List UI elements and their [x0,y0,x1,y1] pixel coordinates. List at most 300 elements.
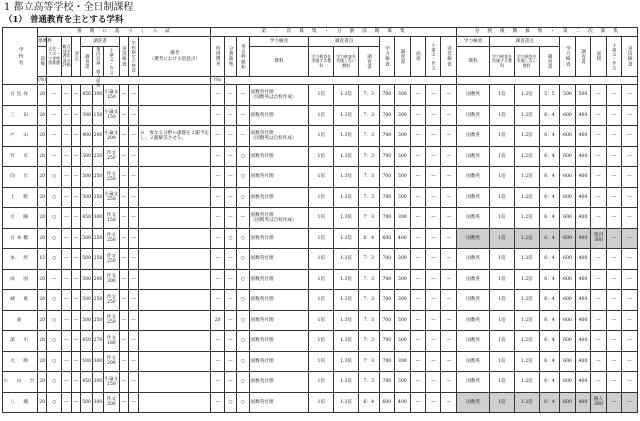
cell-g: 700 [379,146,394,167]
cell-s2: — [606,167,621,188]
cell-b: 1.3倍 [334,351,359,372]
cell-c2: 400 [575,105,590,126]
header-biko [139,37,211,77]
cell-shitei: — [128,310,138,331]
cell-kyoka2: 国数英 [457,146,490,167]
cell-c: 300 [395,187,410,208]
table-row [3,228,638,249]
cell-s: — [426,85,441,106]
cell-bun: — [224,372,236,393]
cell-bunka: — [47,269,61,290]
cell-jitsugi: — [119,126,128,147]
header-dai1ji-group: 第 一 次 募 集 ・ 分 割 前 期 募 集 [211,28,457,37]
cell-shudan: 250 [92,310,103,331]
cell-s2: — [606,146,621,167]
cell-wariai: 20 [38,208,47,229]
cell-name: 東 [3,310,38,331]
cell-wariai: 20 [38,228,47,249]
header-kanten: 観点別学習状況の評価 [61,37,71,77]
cell-g2: 600 [560,187,575,208]
cell-kanten: — [61,228,71,249]
header-gakuryoku-b: 学力検査 [457,37,490,47]
cell-c: 300 [395,208,410,229]
header-mensetsu: 面接 [410,37,425,77]
cell-bunka: — [47,105,61,126]
cell-bunka: ○ [47,167,61,188]
cell-s: — [426,351,441,372]
cell-ratio: 7：3 [358,105,379,126]
cell-s2: — [606,228,621,249]
cell-shudan: 300 [92,208,103,229]
cell-g: 600 [379,392,394,413]
cell-j2: — [622,392,638,413]
cell-j2: — [622,85,638,106]
header-gakko-shitei: 学校指定の検査 [128,37,138,77]
cell-tok: — [211,167,224,188]
cell-c: 300 [395,85,410,106]
header-chosasho: 調査書 [81,37,119,47]
cell-shitei: — [128,146,138,167]
cell-biko [139,167,211,188]
header-b-col: 学力検査を実施しない教科 [334,47,359,77]
header-percent-2: (%) [211,77,224,85]
cell-kyoka2: 国数英 [457,331,490,352]
header-b-col-b: 学力検査を実施しない教科 [514,47,539,77]
cell-j2: — [622,269,638,290]
header-danjo: 男女枠緩和 [237,37,249,77]
cell-m: — [410,331,425,352]
cell-g2: 600 [560,290,575,311]
cell-m2: — [591,351,606,372]
cell-s: — [426,392,441,413]
cell-bunka: ○ [47,372,61,393]
cell-shitei: — [128,105,138,126]
cell-ratio2: 6：4 [539,290,560,311]
cell-m: — [410,105,425,126]
cell-j2: — [622,105,638,126]
cell-g: 700 [379,85,394,106]
cell-wariai: 20 [38,372,47,393]
cell-b: 1.3倍 [334,187,359,208]
header-biko-label: 備考 [170,51,180,57]
cell-kanten: — [61,331,71,352]
cell-m2: — [591,167,606,188]
cell-shoron: 小論文 150 [104,372,119,393]
cell-kyoka: 国数英社理 （国数英は自校作成） [249,208,309,229]
cell-ratio: 7：3 [358,331,379,352]
cell-bun: — [224,351,236,372]
cell-c: 300 [395,351,410,372]
cell-kyoka: 国数英社理 [249,187,309,208]
cell-j2: — [622,310,638,331]
cell-kyoka2: 国数英 [457,351,490,372]
cell-jitsugi: — [119,85,128,106]
cell-b2: 1.2倍 [514,249,539,270]
cell-kanten: — [61,351,71,372]
cell-kyoka: 国数英社理 [249,351,309,372]
cell-b: 1.3倍 [334,208,359,229]
header-gakuryoku-ten: 学力検査 [379,37,394,77]
cell-m: — [410,208,425,229]
cell-c2: 400 [575,146,590,167]
cell-c: 300 [395,310,410,331]
cell-chosa: 500 [81,392,92,413]
cell-shudan: 200 [92,126,103,147]
cell-a2: 1倍 [490,208,515,229]
cell-j: — [441,126,457,147]
header-bunkatsu: 分割募集 [224,37,236,77]
cell-jitsugi: — [119,372,128,393]
cell-kyoka2: 国数英 [457,105,490,126]
cell-hyotei: — [72,126,81,147]
cell-g2: 600 [560,392,575,413]
cell-c: 300 [395,105,410,126]
cell-g2: 600 [560,331,575,352]
cell-wariai: 20 [38,331,47,352]
cell-s2: — [606,187,621,208]
cell-g: 700 [379,167,394,188]
cell-m: — [410,290,425,311]
cell-hyotei: — [72,351,81,372]
cell-shitei: — [128,167,138,188]
cell-ratio: 7：3 [358,187,379,208]
cell-g: 700 [379,126,394,147]
cell-jitsugi: — [119,228,128,249]
cell-m: — [410,167,425,188]
cell-shitei: — [128,187,138,208]
header-suisen-wariai: 推薦枠 [38,37,47,47]
cell-shitei: — [128,372,138,393]
cell-a: 1倍 [309,208,334,229]
cell-dan: ○ [237,146,249,167]
cell-name: 日本橋 [3,228,38,249]
cell-dan: — [237,126,249,147]
cell-c: 300 [395,269,410,290]
cell-m: — [410,310,425,331]
cell-c2: 400 [575,187,590,208]
cell-shitei: — [128,351,138,372]
header-suisen-group: 推 薦 に 基 づ く 入 試 [38,28,211,37]
cell-shudan: 250 [92,228,103,249]
cell-kyoka2: 国数英 [457,126,490,147]
cell-kyoka: 国数英社理 （国数英は自校作成） [249,85,309,106]
cell-g2: 600 [560,208,575,229]
cell-s: — [426,249,441,270]
cell-dan: — [237,105,249,126]
header-row-3 [3,47,638,77]
cell-hyotei: — [72,392,81,413]
cell-bunka: ○ [47,331,61,352]
cell-biko [139,372,211,393]
header-hyotei: 評定 [72,37,81,77]
cell-kyoka: 国数英社理 [249,105,309,126]
cell-kyoka: 国数英社理 [249,167,309,188]
cell-s2: — [606,208,621,229]
cell-j: — [441,187,457,208]
cell-b: 1.3倍 [334,310,359,331]
cell-a2: 1倍 [490,249,515,270]
cell-g2: 500 [560,85,575,106]
cell-g: 600 [379,228,394,249]
cell-bun: — [224,167,236,188]
cell-ratio2: 6：4 [539,228,560,249]
header-shudan-v: 集団討論・個人面接 [92,47,103,77]
cell-a: 1倍 [309,126,334,147]
cell-j: — [441,249,457,270]
cell-hyotei: — [72,187,81,208]
cell-s2: — [606,249,621,270]
cell-g2: 600 [560,372,575,393]
cell-a: 1倍 [309,249,334,270]
cell-kyoka2: 国数英 [457,228,490,249]
cell-jitsugi: — [119,187,128,208]
cell-m: — [410,187,425,208]
cell-s2: — [606,372,621,393]
cell-g2: 600 [560,269,575,290]
cell-bun: — [224,331,236,352]
cell-c2: 400 [575,372,590,393]
cell-g2: 600 [560,310,575,331]
cell-kyoka: 国数英社理 [249,249,309,270]
cell-dan: ○ [237,392,249,413]
cell-j2: — [622,331,638,352]
cell-g: 700 [379,249,394,270]
cell-shudan: 250 [92,187,103,208]
header-spacer-1 [47,77,211,85]
cell-dan: — [237,85,249,106]
cell-shitei: — [128,249,138,270]
cell-c: 300 [395,331,410,352]
cell-kyoka: 国数英社理 [249,392,309,413]
cell-a: 1倍 [309,290,334,311]
cell-jitsugi: — [119,167,128,188]
cell-name: 日比谷 [3,85,38,106]
cell-kyoka2: 国数英 [457,249,490,270]
header-a-col: 学力検査を実施する教科 [309,47,334,77]
cell-shudan: 250 [92,249,103,270]
cell-shoron: 作文 250 [104,228,119,249]
cell-m2: — [591,126,606,147]
cell-shoron: 作文 250 [104,290,119,311]
cell-ratio: 7：3 [358,269,379,290]
cell-chosa: 500 [81,187,92,208]
cell-tok: — [211,126,224,147]
cell-bunka: ○ [47,392,61,413]
cell-ratio: 7：3 [358,126,379,147]
cell-j: — [441,146,457,167]
header-tokubetsu: 特別選考 [211,37,224,77]
cell-j: — [441,105,457,126]
cell-shoron: 小論文 200 [104,126,119,147]
table-row [3,351,638,372]
header-chosa: 調査書 [395,37,410,77]
cell-chosa: 500 [81,146,92,167]
cell-hyotei: — [72,228,81,249]
cell-chosa: 500 [81,249,92,270]
cell-c: 300 [395,167,410,188]
cell-kanten: — [61,208,71,229]
cell-biko [139,269,211,290]
cell-kyoka2: 国数英 [457,269,490,290]
cell-a: 1倍 [309,269,334,290]
cell-wariai: 20 [38,290,47,311]
cell-biko [139,85,211,106]
cell-m: — [410,249,425,270]
cell-kanten: — [61,269,71,290]
cell-hyotei: — [72,167,81,188]
table-row [3,167,638,188]
cell-kanten: — [61,126,71,147]
cell-shoron: 小論文 150 [104,85,119,106]
cell-m2: — [591,85,606,106]
cell-biko [139,331,211,352]
cell-dan: — [237,208,249,229]
cell-c: 300 [395,290,410,311]
cell-dan: ○ [237,310,249,331]
cell-bun: — [224,85,236,106]
cell-biko [139,392,211,413]
cell-shitei: — [128,290,138,311]
cell-a: 1倍 [309,392,334,413]
cell-s: — [426,290,441,311]
cell-ratio: 7：3 [358,208,379,229]
cell-bunka: — [47,85,61,106]
cell-s2: — [606,331,621,352]
cell-ratio2: 6：4 [539,331,560,352]
cell-b: 1.3倍 [334,269,359,290]
cell-ratio2: 6：4 [539,249,560,270]
cell-s2: — [606,126,621,147]
cell-jitsugi: — [119,208,128,229]
cell-b2: 1.2倍 [514,228,539,249]
cell-kyoka2: 国数英 [457,167,490,188]
cell-s2: — [606,85,621,106]
cell-s: — [426,146,441,167]
cell-b: 1.3倍 [334,331,359,352]
cell-a2: 1倍 [490,351,515,372]
cell-tok: — [211,228,224,249]
cell-shudan: 200 [92,269,103,290]
cell-m2: — [591,290,606,311]
cell-ratio2: 6：4 [539,105,560,126]
cell-c: 300 [395,146,410,167]
cell-kyoka: 国数英社理 [249,331,309,352]
cell-s: — [426,167,441,188]
cell-j: — [441,85,457,106]
cell-biko [139,208,211,229]
cell-ratio2: 6：4 [539,126,560,147]
header-gakuryoku-ten-b: 学力検査 [560,37,575,77]
cell-name: 八 潮 [3,392,38,413]
cell-shudan: 250 [92,146,103,167]
cell-s2: — [606,351,621,372]
cell-tok: — [211,351,224,372]
header-chosasho-ten-b: 調査書点 [490,37,560,47]
cell-shoron: 作文 250 [104,167,119,188]
cell-c2: 400 [575,208,590,229]
cell-g: 700 [379,269,394,290]
cell-kanten: — [61,372,71,393]
cell-b2: 1.2倍 [514,372,539,393]
cell-tok: — [211,85,224,106]
cell-ratio2: 6：4 [539,146,560,167]
cell-shitei: — [128,269,138,290]
cell-ratio: 6：4 [358,392,379,413]
cell-shudan: 300 [92,372,103,393]
cell-j: — [441,167,457,188]
cell-b: 1.3倍 [334,249,359,270]
cell-kanten: — [61,167,71,188]
cell-g: 700 [379,208,394,229]
cell-c2: 400 [575,290,590,311]
cell-kanten: — [61,187,71,208]
cell-a2: 1倍 [490,331,515,352]
cell-ratio: 7：3 [358,372,379,393]
cell-s: — [426,372,441,393]
cell-a: 1倍 [309,167,334,188]
cell-wariai: 20 [38,126,47,147]
cell-biko: ※ 異なる分野の課題を２題予定し、２題解答させる。 [139,126,211,147]
cell-j: — [441,228,457,249]
cell-m2: — [591,269,606,290]
cell-tok: — [211,208,224,229]
cell-biko [139,146,211,167]
cell-b2: 1.2倍 [514,105,539,126]
cell-bun: — [224,146,236,167]
cell-ratio: 7：3 [358,146,379,167]
cell-ratio: 7：3 [358,249,379,270]
cell-bunka: ○ [47,187,61,208]
cell-wariai: 20 [38,351,47,372]
cell-j: — [441,290,457,311]
cell-shitei: — [128,208,138,229]
cell-bun: — [224,105,236,126]
cell-c2: 400 [575,126,590,147]
cell-g: 700 [379,372,394,393]
cell-chosa: 500 [81,228,92,249]
cell-kyoka2: 国数英 [457,85,490,106]
cell-ratio2: 6：4 [539,187,560,208]
cell-tok: — [211,290,224,311]
cell-kyoka2: 国数英 [457,208,490,229]
header-kyoka-kyocho-b: 調査書 [539,47,560,77]
cell-b2: 1.2倍 [514,351,539,372]
cell-biko [139,351,211,372]
cell-m2: — [591,372,606,393]
cell-shoron: 小論文 150 [104,105,119,126]
cell-jitsugi: — [119,331,128,352]
cell-hyotei: — [72,146,81,167]
cell-g2: 600 [560,146,575,167]
cell-tok: — [211,372,224,393]
cell-m2: — [591,208,606,229]
cell-chosa: 500 [81,167,92,188]
cell-shudan: 150 [92,105,103,126]
cell-s: — [426,331,441,352]
cell-c2: 400 [575,249,590,270]
cell-jitsugi: — [119,310,128,331]
cell-j2: — [622,167,638,188]
cell-a: 1倍 [309,310,334,331]
cell-shoron: 作文 200 [104,351,119,372]
cell-shudan: 300 [92,392,103,413]
cell-chosa: 450 [81,208,92,229]
cell-c: 400 [395,228,410,249]
cell-c2: 400 [575,351,590,372]
cell-b2: 1.2倍 [514,187,539,208]
cell-dan: ○ [237,290,249,311]
cell-a: 1倍 [309,372,334,393]
